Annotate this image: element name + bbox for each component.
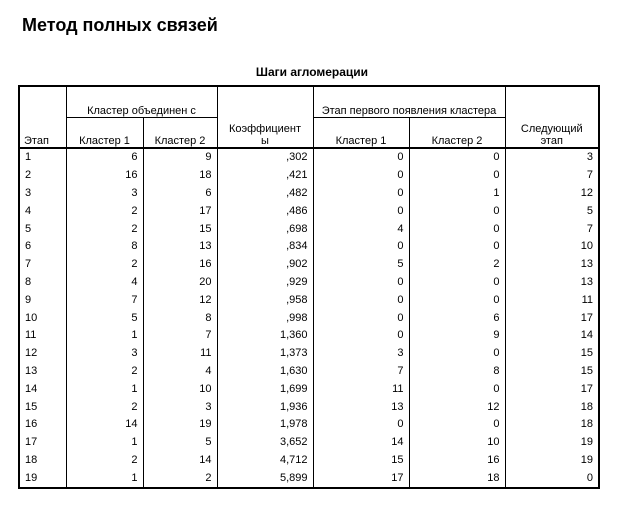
cell-first-cluster2: 16 [409,452,505,470]
cell-first-cluster1: 11 [313,380,409,398]
cell-first-cluster2: 6 [409,309,505,327]
cell-first-cluster1: 0 [313,274,409,292]
cell-next-stage: 19 [505,434,599,452]
header-first-cluster1: Кластер 1 [313,118,409,149]
cell-next-stage: 15 [505,345,599,363]
cell-stage: 9 [19,291,66,309]
cell-first-cluster1: 17 [313,469,409,488]
cell-cluster1: 4 [66,274,143,292]
cell-coefficient: ,421 [217,167,313,185]
table-row [19,167,599,185]
cell-cluster2: 2 [143,469,217,488]
cell-first-cluster2: 0 [409,345,505,363]
cell-cluster1: 3 [66,185,143,203]
cell-cluster2: 16 [143,256,217,274]
cell-stage: 6 [19,238,66,256]
header-first-appear: Этап первого появления кластера [313,86,505,118]
cell-coefficient: 3,652 [217,434,313,452]
cell-first-cluster1: 0 [313,238,409,256]
cell-coefficient: 1,373 [217,345,313,363]
cell-first-cluster1: 0 [313,185,409,203]
cell-stage: 8 [19,274,66,292]
header-cluster1: Кластер 1 [66,118,143,149]
cell-next-stage: 11 [505,291,599,309]
table-row [19,452,599,470]
cell-first-cluster2: 0 [409,291,505,309]
table-row [19,274,599,292]
cell-next-stage: 17 [505,380,599,398]
cell-cluster2: 14 [143,452,217,470]
cell-next-stage: 10 [505,238,599,256]
cell-cluster1: 16 [66,167,143,185]
cell-stage: 19 [19,469,66,488]
cell-first-cluster2: 8 [409,363,505,381]
cell-next-stage: 13 [505,274,599,292]
table-row [19,416,599,434]
cell-first-cluster2: 10 [409,434,505,452]
header-next-stage-line2: этап [540,135,563,147]
table-row [19,327,599,345]
table-row [19,148,599,167]
cell-coefficient: ,834 [217,238,313,256]
cell-cluster2: 13 [143,238,217,256]
cell-next-stage: 7 [505,167,599,185]
cell-next-stage: 17 [505,309,599,327]
cell-stage: 16 [19,416,66,434]
cell-first-cluster1: 0 [313,291,409,309]
cell-first-cluster2: 0 [409,380,505,398]
header-cluster2: Кластер 2 [143,118,217,149]
header-next-stage-line1: Следующий [520,123,583,135]
cell-coefficient: 1,699 [217,380,313,398]
cell-first-cluster1: 0 [313,167,409,185]
cell-first-cluster1: 3 [313,345,409,363]
header-coefficients-line2: ы [261,135,269,147]
cell-cluster2: 5 [143,434,217,452]
cell-stage: 14 [19,380,66,398]
cell-cluster1: 8 [66,238,143,256]
cell-cluster2: 19 [143,416,217,434]
table-body [19,148,599,488]
cell-next-stage: 0 [505,469,599,488]
cell-cluster2: 3 [143,398,217,416]
header-cluster-combined: Кластер объединен с [66,86,217,118]
cell-cluster2: 10 [143,380,217,398]
cell-next-stage: 13 [505,256,599,274]
header-coefficients [217,86,313,148]
cell-stage: 13 [19,363,66,381]
cell-cluster2: 8 [143,309,217,327]
cell-cluster2: 20 [143,274,217,292]
cell-first-cluster2: 9 [409,327,505,345]
cell-first-cluster2: 0 [409,220,505,238]
cell-coefficient: ,998 [217,309,313,327]
cell-next-stage: 3 [505,148,599,167]
cell-cluster1: 7 [66,291,143,309]
cell-first-cluster2: 0 [409,202,505,220]
cell-cluster1: 1 [66,327,143,345]
table-row [19,238,599,256]
cell-cluster1: 14 [66,416,143,434]
cell-first-cluster1: 0 [313,202,409,220]
cell-first-cluster2: 0 [409,238,505,256]
cell-coefficient: ,958 [217,291,313,309]
cell-coefficient: ,302 [217,148,313,167]
cell-cluster1: 5 [66,309,143,327]
cell-cluster1: 6 [66,148,143,167]
page-title: Метод полных связей [22,15,218,35]
cell-cluster1: 2 [66,363,143,381]
cell-cluster2: 11 [143,345,217,363]
cell-coefficient: 5,899 [217,469,313,488]
cell-coefficient: ,929 [217,274,313,292]
cell-cluster2: 18 [143,167,217,185]
cell-first-cluster1: 0 [313,148,409,167]
cell-stage: 3 [19,185,66,203]
table-row [19,220,599,238]
cell-first-cluster1: 15 [313,452,409,470]
cell-next-stage: 18 [505,398,599,416]
header-first-cluster2: Кластер 2 [409,118,505,149]
cell-cluster1: 1 [66,434,143,452]
cell-cluster1: 1 [66,380,143,398]
cell-coefficient: ,486 [217,202,313,220]
cell-first-cluster1: 14 [313,434,409,452]
cell-coefficient: ,482 [217,185,313,203]
cell-cluster1: 1 [66,469,143,488]
cell-cluster1: 2 [66,452,143,470]
cell-stage: 10 [19,309,66,327]
header-coefficients-line1: Коэффициент [228,123,302,135]
cell-next-stage: 12 [505,185,599,203]
cell-first-cluster2: 18 [409,469,505,488]
cell-first-cluster2: 12 [409,398,505,416]
cell-stage: 15 [19,398,66,416]
cell-stage: 11 [19,327,66,345]
cell-cluster2: 6 [143,185,217,203]
cell-cluster1: 2 [66,220,143,238]
header-stage: Этап [19,86,66,148]
cell-stage: 17 [19,434,66,452]
cell-first-cluster1: 0 [313,416,409,434]
cell-cluster1: 3 [66,345,143,363]
cell-next-stage: 5 [505,202,599,220]
table-row [19,256,599,274]
cell-coefficient: ,902 [217,256,313,274]
cell-coefficient: 1,978 [217,416,313,434]
table-caption: Шаги агломерации [255,65,369,79]
cell-cluster2: 7 [143,327,217,345]
cell-coefficient: 1,360 [217,327,313,345]
cell-coefficient: 1,936 [217,398,313,416]
cell-first-cluster1: 13 [313,398,409,416]
cell-first-cluster1: 4 [313,220,409,238]
table-row [19,185,599,203]
cell-cluster2: 12 [143,291,217,309]
cell-next-stage: 15 [505,363,599,381]
cell-stage: 12 [19,345,66,363]
cell-next-stage: 19 [505,452,599,470]
cell-first-cluster1: 0 [313,327,409,345]
cell-next-stage: 14 [505,327,599,345]
table-row [19,345,599,363]
cell-next-stage: 18 [505,416,599,434]
cell-first-cluster2: 1 [409,185,505,203]
cell-coefficient: ,698 [217,220,313,238]
cell-first-cluster2: 0 [409,416,505,434]
cell-stage: 5 [19,220,66,238]
cell-cluster2: 4 [143,363,217,381]
cell-stage: 7 [19,256,66,274]
table-row [19,202,599,220]
cell-stage: 4 [19,202,66,220]
table-row [19,434,599,452]
cell-first-cluster2: 0 [409,148,505,167]
cell-cluster1: 2 [66,202,143,220]
cell-first-cluster2: 2 [409,256,505,274]
cell-first-cluster2: 0 [409,274,505,292]
cell-first-cluster2: 0 [409,167,505,185]
table-row [19,309,599,327]
cell-first-cluster1: 7 [313,363,409,381]
cell-stage: 18 [19,452,66,470]
cell-next-stage: 7 [505,220,599,238]
table-row [19,363,599,381]
cell-cluster2: 17 [143,202,217,220]
agglomeration-table [18,85,600,489]
cell-cluster1: 2 [66,256,143,274]
cell-stage: 2 [19,167,66,185]
table-row [19,380,599,398]
table-row [19,469,599,488]
cell-first-cluster1: 5 [313,256,409,274]
table-row [19,398,599,416]
cell-coefficient: 1,630 [217,363,313,381]
table-row [19,291,599,309]
cell-coefficient: 4,712 [217,452,313,470]
header-next-stage [505,86,599,148]
cell-cluster2: 15 [143,220,217,238]
cell-stage: 1 [19,148,66,167]
cell-cluster1: 2 [66,398,143,416]
cell-cluster2: 9 [143,148,217,167]
cell-first-cluster1: 0 [313,309,409,327]
